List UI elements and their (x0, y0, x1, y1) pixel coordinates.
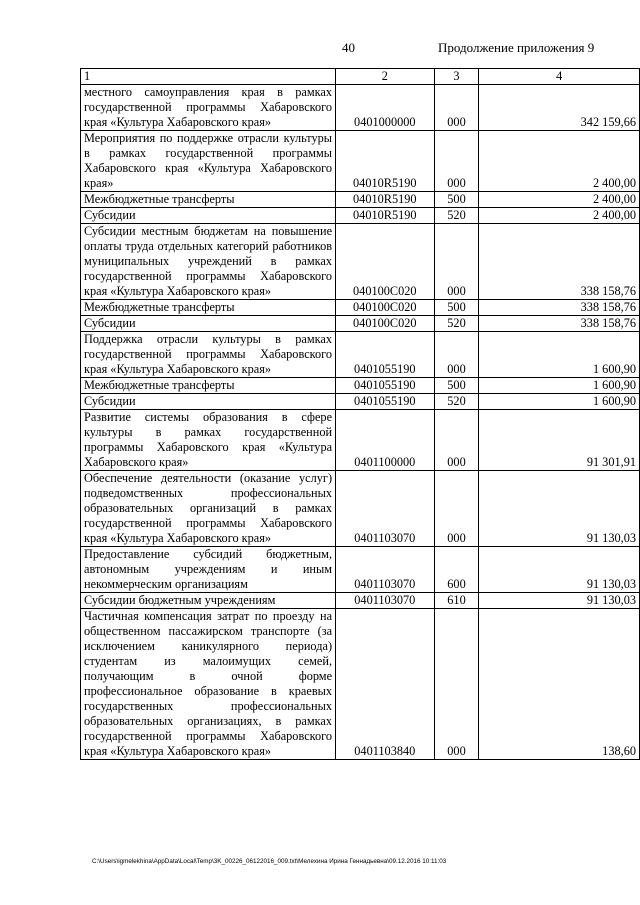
row-amount-cell: 338 158,76 (479, 300, 640, 316)
row-name-cell: Обеспечение деятельности (оказание услуг) подведомственных профессиональных образовательных организаций в рамках государственной программы Хабаровского края «Культура Хабаровского края» (81, 471, 336, 547)
table-row (81, 300, 640, 316)
row-code-cell: 0401055190 (336, 332, 434, 378)
row-name-cell: Предоставление субсидий бюджетным, автономным учреждениям и иным некоммерческим организациям (81, 547, 336, 593)
page-number: 40 (342, 40, 355, 55)
row-type-cell: 000 (434, 131, 479, 192)
row-name-cell: Субсидии (81, 208, 336, 224)
row-type-cell: 000 (434, 410, 479, 471)
row-type-cell: 000 (434, 609, 479, 760)
row-name-cell: Поддержка отрасли культуры в рамках государственной программы Хабаровского края «Культура Хабаровского края» (81, 332, 336, 378)
table-row (81, 378, 640, 394)
table-row (81, 394, 640, 410)
column-header-1: 1 (81, 69, 336, 85)
row-type-cell: 500 (434, 300, 479, 316)
appendix-continuation-note: Продолжение приложения 9 (438, 40, 595, 55)
column-header-3: 3 (434, 69, 479, 85)
row-amount-cell: 91 130,03 (479, 471, 640, 547)
row-type-cell: 000 (434, 332, 479, 378)
row-amount-cell: 1 600,90 (479, 394, 640, 410)
table-row (81, 192, 640, 208)
row-amount-cell: 91 130,03 (479, 547, 640, 593)
row-name-cell: Межбюджетные трансферты (81, 378, 336, 394)
row-code-cell: 0401000000 (336, 85, 434, 131)
row-code-cell: 0401055190 (336, 394, 434, 410)
row-code-cell: 0401103840 (336, 609, 434, 760)
row-amount-cell: 138,60 (479, 609, 640, 760)
row-code-cell: 04010R5190 (336, 192, 434, 208)
row-name-cell: Частичная компенсация затрат по проезду на общественном пассажирском транспорте (за исключением каникулярного периода) студентам из малоимущих семей, получающим в очной форме профессиональное образование в краевых государственных профессиональных образовательных организациях, в рамках государственной программы Хабаровского края «Культура Хабаровского края» (81, 609, 336, 760)
row-name-cell: местного самоуправления края в рамках государственной программы Хабаровского края «Культура Хабаровского края» (81, 85, 336, 131)
table-row (81, 208, 640, 224)
row-name-cell: Субсидии (81, 394, 336, 410)
row-name-cell: Субсидии местным бюджетам на повышение оплаты труда отдельных категорий работников муниципальных учреждений в рамках государственной программы Хабаровского края «Культура Хабаровского края» (81, 224, 336, 300)
row-code-cell: 04010R5190 (336, 131, 434, 192)
row-amount-cell: 2 400,00 (479, 192, 640, 208)
row-type-cell: 500 (434, 378, 479, 394)
row-code-cell: 040100С020 (336, 300, 434, 316)
row-name-cell: Межбюджетные трансферты (81, 192, 336, 208)
row-code-cell: 0401100000 (336, 410, 434, 471)
row-amount-cell: 338 158,76 (479, 224, 640, 300)
row-amount-cell: 91 130,03 (479, 593, 640, 609)
row-code-cell: 0401055190 (336, 378, 434, 394)
row-code-cell: 040100С020 (336, 316, 434, 332)
row-type-cell: 520 (434, 394, 479, 410)
table-row (81, 332, 640, 378)
row-type-cell: 500 (434, 192, 479, 208)
row-code-cell: 04010R5190 (336, 208, 434, 224)
row-name-cell: Межбюджетные трансферты (81, 300, 336, 316)
row-type-cell: 000 (434, 85, 479, 131)
row-amount-cell: 2 400,00 (479, 208, 640, 224)
row-amount-cell: 338 158,76 (479, 316, 640, 332)
row-amount-cell: 2 400,00 (479, 131, 640, 192)
table-row (81, 471, 640, 547)
row-name-cell: Развитие системы образования в сфере культуры в рамках государственной программы Хабаровского края «Культура Хабаровского края» (81, 410, 336, 471)
table-row (81, 131, 640, 192)
row-type-cell: 610 (434, 593, 479, 609)
row-type-cell: 520 (434, 316, 479, 332)
row-name-cell: Субсидии (81, 316, 336, 332)
file-path-footer: C:\Users\igmelekhina\AppData\Local\Temp\3K_00226_06122016_009.txt\Мелехина Ирина Геннадьевна\09.12.2016 10:11:03 (92, 858, 447, 865)
row-amount-cell: 91 301,91 (479, 410, 640, 471)
row-amount-cell: 1 600,90 (479, 332, 640, 378)
row-code-cell: 0401103070 (336, 593, 434, 609)
row-type-cell: 600 (434, 547, 479, 593)
row-type-cell: 000 (434, 471, 479, 547)
table-row (81, 609, 640, 760)
table-row (81, 85, 640, 131)
row-name-cell: Субсидии бюджетным учреждениям (81, 593, 336, 609)
table-row (81, 316, 640, 332)
row-type-cell: 000 (434, 224, 479, 300)
table-row (81, 547, 640, 593)
row-code-cell: 0401103070 (336, 471, 434, 547)
row-name-cell: Мероприятия по поддержке отрасли культуры в рамках государственной программы Хабаровского края «Культура Хабаровского края» (81, 131, 336, 192)
table-row (81, 410, 640, 471)
row-code-cell: 040100С020 (336, 224, 434, 300)
row-type-cell: 520 (434, 208, 479, 224)
row-amount-cell: 342 159,66 (479, 85, 640, 131)
table-header-row (81, 69, 640, 85)
column-header-2: 2 (336, 69, 434, 85)
row-code-cell: 0401103070 (336, 547, 434, 593)
budget-table (80, 68, 640, 760)
budget-table-body (81, 69, 640, 760)
table-row (81, 593, 640, 609)
row-amount-cell: 1 600,90 (479, 378, 640, 394)
table-row (81, 224, 640, 300)
column-header-4: 4 (479, 69, 640, 85)
